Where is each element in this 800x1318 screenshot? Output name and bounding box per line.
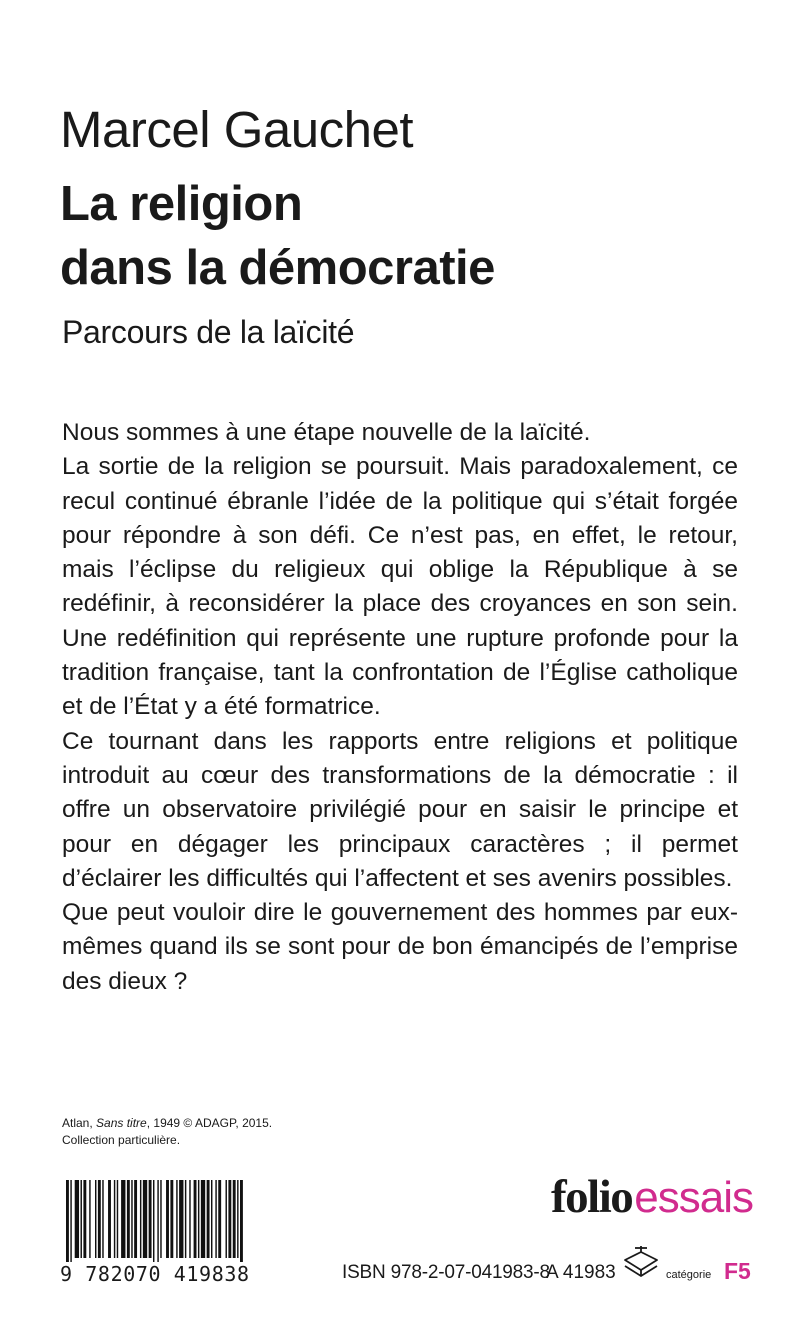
book-title-line-1: La religion — [60, 177, 303, 231]
barcode-bar — [176, 1180, 177, 1258]
folio-essais-logo — [551, 1171, 753, 1223]
barcode-bar — [66, 1180, 69, 1262]
barcode-bar — [198, 1180, 199, 1258]
blurb-paragraph: La sortie de la religion se poursuit. Mais paradoxalement, ce recul continué ébranle l’idée de la politique qui s’était forgée pour répondre à son défi. Ce n’est pas, en effet, le retour, mais l’éclipse du religieux qui oblige la République à se redéfinir, à reconsidérer la place des croyances en son sein. Une redéfinition qui représente une rupture profonde pour la tradition française, tant la confrontation de l’Église catholique et de l’État y a été formatrice. — [62, 453, 738, 721]
barcode-bar — [170, 1180, 173, 1258]
book-title — [60, 172, 495, 300]
barcode-bar — [166, 1180, 169, 1258]
artwork-credit-line-1 — [62, 1115, 272, 1132]
barcode-bar — [127, 1180, 130, 1258]
barcode-bar — [134, 1180, 137, 1258]
credit-details: , 1949 © ADAGP, 2015. — [146, 1116, 273, 1130]
barcode-bar — [98, 1180, 101, 1258]
isbn-number: ISBN 978-2-07-041983-8 — [342, 1262, 550, 1283]
barcode-bar — [157, 1180, 158, 1262]
open-book-icon — [621, 1244, 661, 1280]
logo-essais: essais — [634, 1173, 753, 1222]
barcode-bar — [140, 1180, 141, 1258]
barcode-bar — [228, 1180, 231, 1258]
barcode-bar — [121, 1180, 125, 1258]
barcode-bar — [194, 1180, 197, 1258]
barcode-bar — [160, 1180, 161, 1258]
barcode-bar — [102, 1180, 103, 1258]
credit-work-title: Sans titre — [96, 1116, 147, 1130]
barcode-bar — [131, 1180, 132, 1258]
barcode-bar — [81, 1180, 82, 1258]
barcode-bar — [207, 1180, 210, 1258]
barcode-bar — [179, 1180, 183, 1258]
barcode-bar — [143, 1180, 147, 1258]
author-name: Marcel Gauchet — [60, 101, 413, 158]
blurb-paragraph: Que peut vouloir dire le gouvernement des hommes par eux-mêmes quand ils se sont pour de bon émancipés de l’emprise des dieux ? — [62, 899, 738, 995]
book-subtitle: Parcours de la laïcité — [62, 314, 355, 350]
barcode-bar — [117, 1180, 118, 1258]
barcode-bars — [60, 1180, 302, 1262]
barcode-bar — [70, 1180, 71, 1262]
barcode-bar — [218, 1180, 221, 1258]
barcode-bar — [215, 1180, 216, 1258]
barcode-bar — [201, 1180, 205, 1258]
logo-folio: folio — [551, 1171, 633, 1223]
barcode-bar — [185, 1180, 186, 1258]
artwork-credit — [62, 1115, 272, 1149]
credit-artist: Atlan, — [62, 1116, 97, 1130]
blurb-paragraph: Nous sommes à une étape nouvelle de la laïcité. — [62, 419, 591, 446]
barcode-bar — [153, 1180, 154, 1262]
barcode-bar — [149, 1180, 152, 1258]
barcode-bar — [237, 1180, 238, 1258]
barcode-bar — [95, 1180, 96, 1258]
barcode-bar — [75, 1180, 79, 1258]
barcode-bar — [211, 1180, 212, 1258]
barcode-bar — [108, 1180, 111, 1258]
barcode-bar — [114, 1180, 115, 1258]
barcode-bar — [226, 1180, 227, 1258]
category-code: F5 — [724, 1258, 751, 1284]
product-code: A 41983 — [546, 1262, 616, 1283]
blurb-paragraph: Ce tournant dans les rapports entre religions et politique introduit au cœur des transformations de la démocratie : il offre un observatoire privilégié pour en saisir le principe et pour en dégager les principaux caractères ; il permet d’éclairer les difficultés qui l’affectent et ses avenirs possibles. — [62, 727, 738, 892]
back-cover-blurb — [62, 416, 738, 999]
barcode-bar — [83, 1180, 86, 1258]
barcode-bar — [89, 1180, 90, 1258]
category-label: catégorie — [666, 1269, 712, 1281]
barcode-bar — [240, 1180, 243, 1262]
barcode-bar — [233, 1180, 236, 1258]
barcode-bar — [189, 1180, 190, 1258]
barcode-digits: 9 782070 419838 — [60, 1262, 250, 1286]
book-title-line-2: dans la démocratie — [60, 241, 495, 295]
artwork-credit-line-2: Collection particulière. — [62, 1133, 181, 1147]
